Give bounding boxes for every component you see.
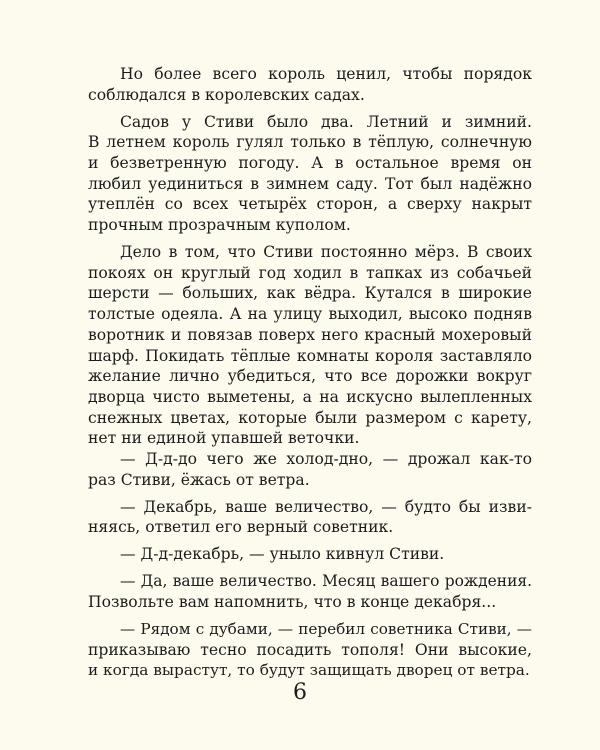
text-line: — Декабрь, ваше величество, — будто бы изви- xyxy=(120,497,532,516)
paragraph-3 xyxy=(88,242,532,449)
text-line: раз Стиви, ёжась от ветра. xyxy=(88,470,310,489)
text-line: шарф. Покидать тёплые комнаты короля заставляло xyxy=(88,346,532,365)
text-line: и безветренную погоду. А в остальное время он xyxy=(88,154,532,173)
paragraph-7 xyxy=(88,571,532,612)
text-line: — Д-д-до чего же холод-дно, — дрожал как-то xyxy=(120,449,532,468)
text-line: соблюдался в королевских садах. xyxy=(88,85,365,104)
text-line: снежных цветах, которые были размером с карету, xyxy=(88,408,532,427)
paragraph-8 xyxy=(88,619,532,681)
text-line: покоях он круглый год ходил в тапках из собачьей xyxy=(88,263,532,282)
text-line: Но более всего король ценил, чтобы порядок xyxy=(120,65,532,83)
text-line: и когда вырастут, то будут защищать дворец от ветра. xyxy=(88,661,530,680)
page-number: 6 xyxy=(293,680,307,705)
text-line: дворца чисто выметены, а на искусно вылепленных xyxy=(88,387,532,406)
text-line: Садов у Стиви было два. Летний и зимний. xyxy=(120,112,532,131)
text-line: — Д-д-декабрь, — уныло кивнул Стиви. xyxy=(120,545,445,564)
text-line: толстые одеяла. А на улицу выходил, высоко подняв xyxy=(88,305,532,324)
paragraph-6 xyxy=(88,544,532,565)
text-line: воротник и повязав поверх него красный мохеровый xyxy=(88,325,532,344)
text-line: утеплён со всех четырёх сторон, а сверху накрыт xyxy=(88,195,532,214)
text-line: Дело в том, что Стиви постоянно мёрз. В своих xyxy=(120,243,532,262)
body-text xyxy=(88,64,532,681)
text-line: прочным прозрачным куполом. xyxy=(88,216,351,235)
text-line: шерсти — больших, как вёдра. Кутался в широкие xyxy=(88,284,532,303)
text-line: Позвольте вам напомнить, что в конце декабря... xyxy=(88,592,497,611)
text-line: любил уединиться в зимнем саду. Тот был надёжно xyxy=(88,174,532,193)
paragraph-1 xyxy=(88,64,532,105)
paragraph-5 xyxy=(88,497,532,538)
text-line: нет ни единой упавшей веточки. xyxy=(88,429,360,448)
text-line: желание лично убедиться, что все дорожки вокруг xyxy=(88,367,532,386)
text-line: няясь, ответил его верный советник. xyxy=(88,518,394,537)
text-line: — Рядом с дубами, — перебил советника Стиви, — xyxy=(120,619,532,638)
text-line: — Да, ваше величество. Месяц вашего рождения. xyxy=(120,572,532,591)
paragraph-2 xyxy=(88,112,532,236)
text-line: В летнем король гулял только в тёплую, солнечную xyxy=(88,133,532,152)
text-line: приказываю тесно посадить тополя! Они высокие, xyxy=(88,640,532,659)
paragraph-4 xyxy=(88,449,532,490)
